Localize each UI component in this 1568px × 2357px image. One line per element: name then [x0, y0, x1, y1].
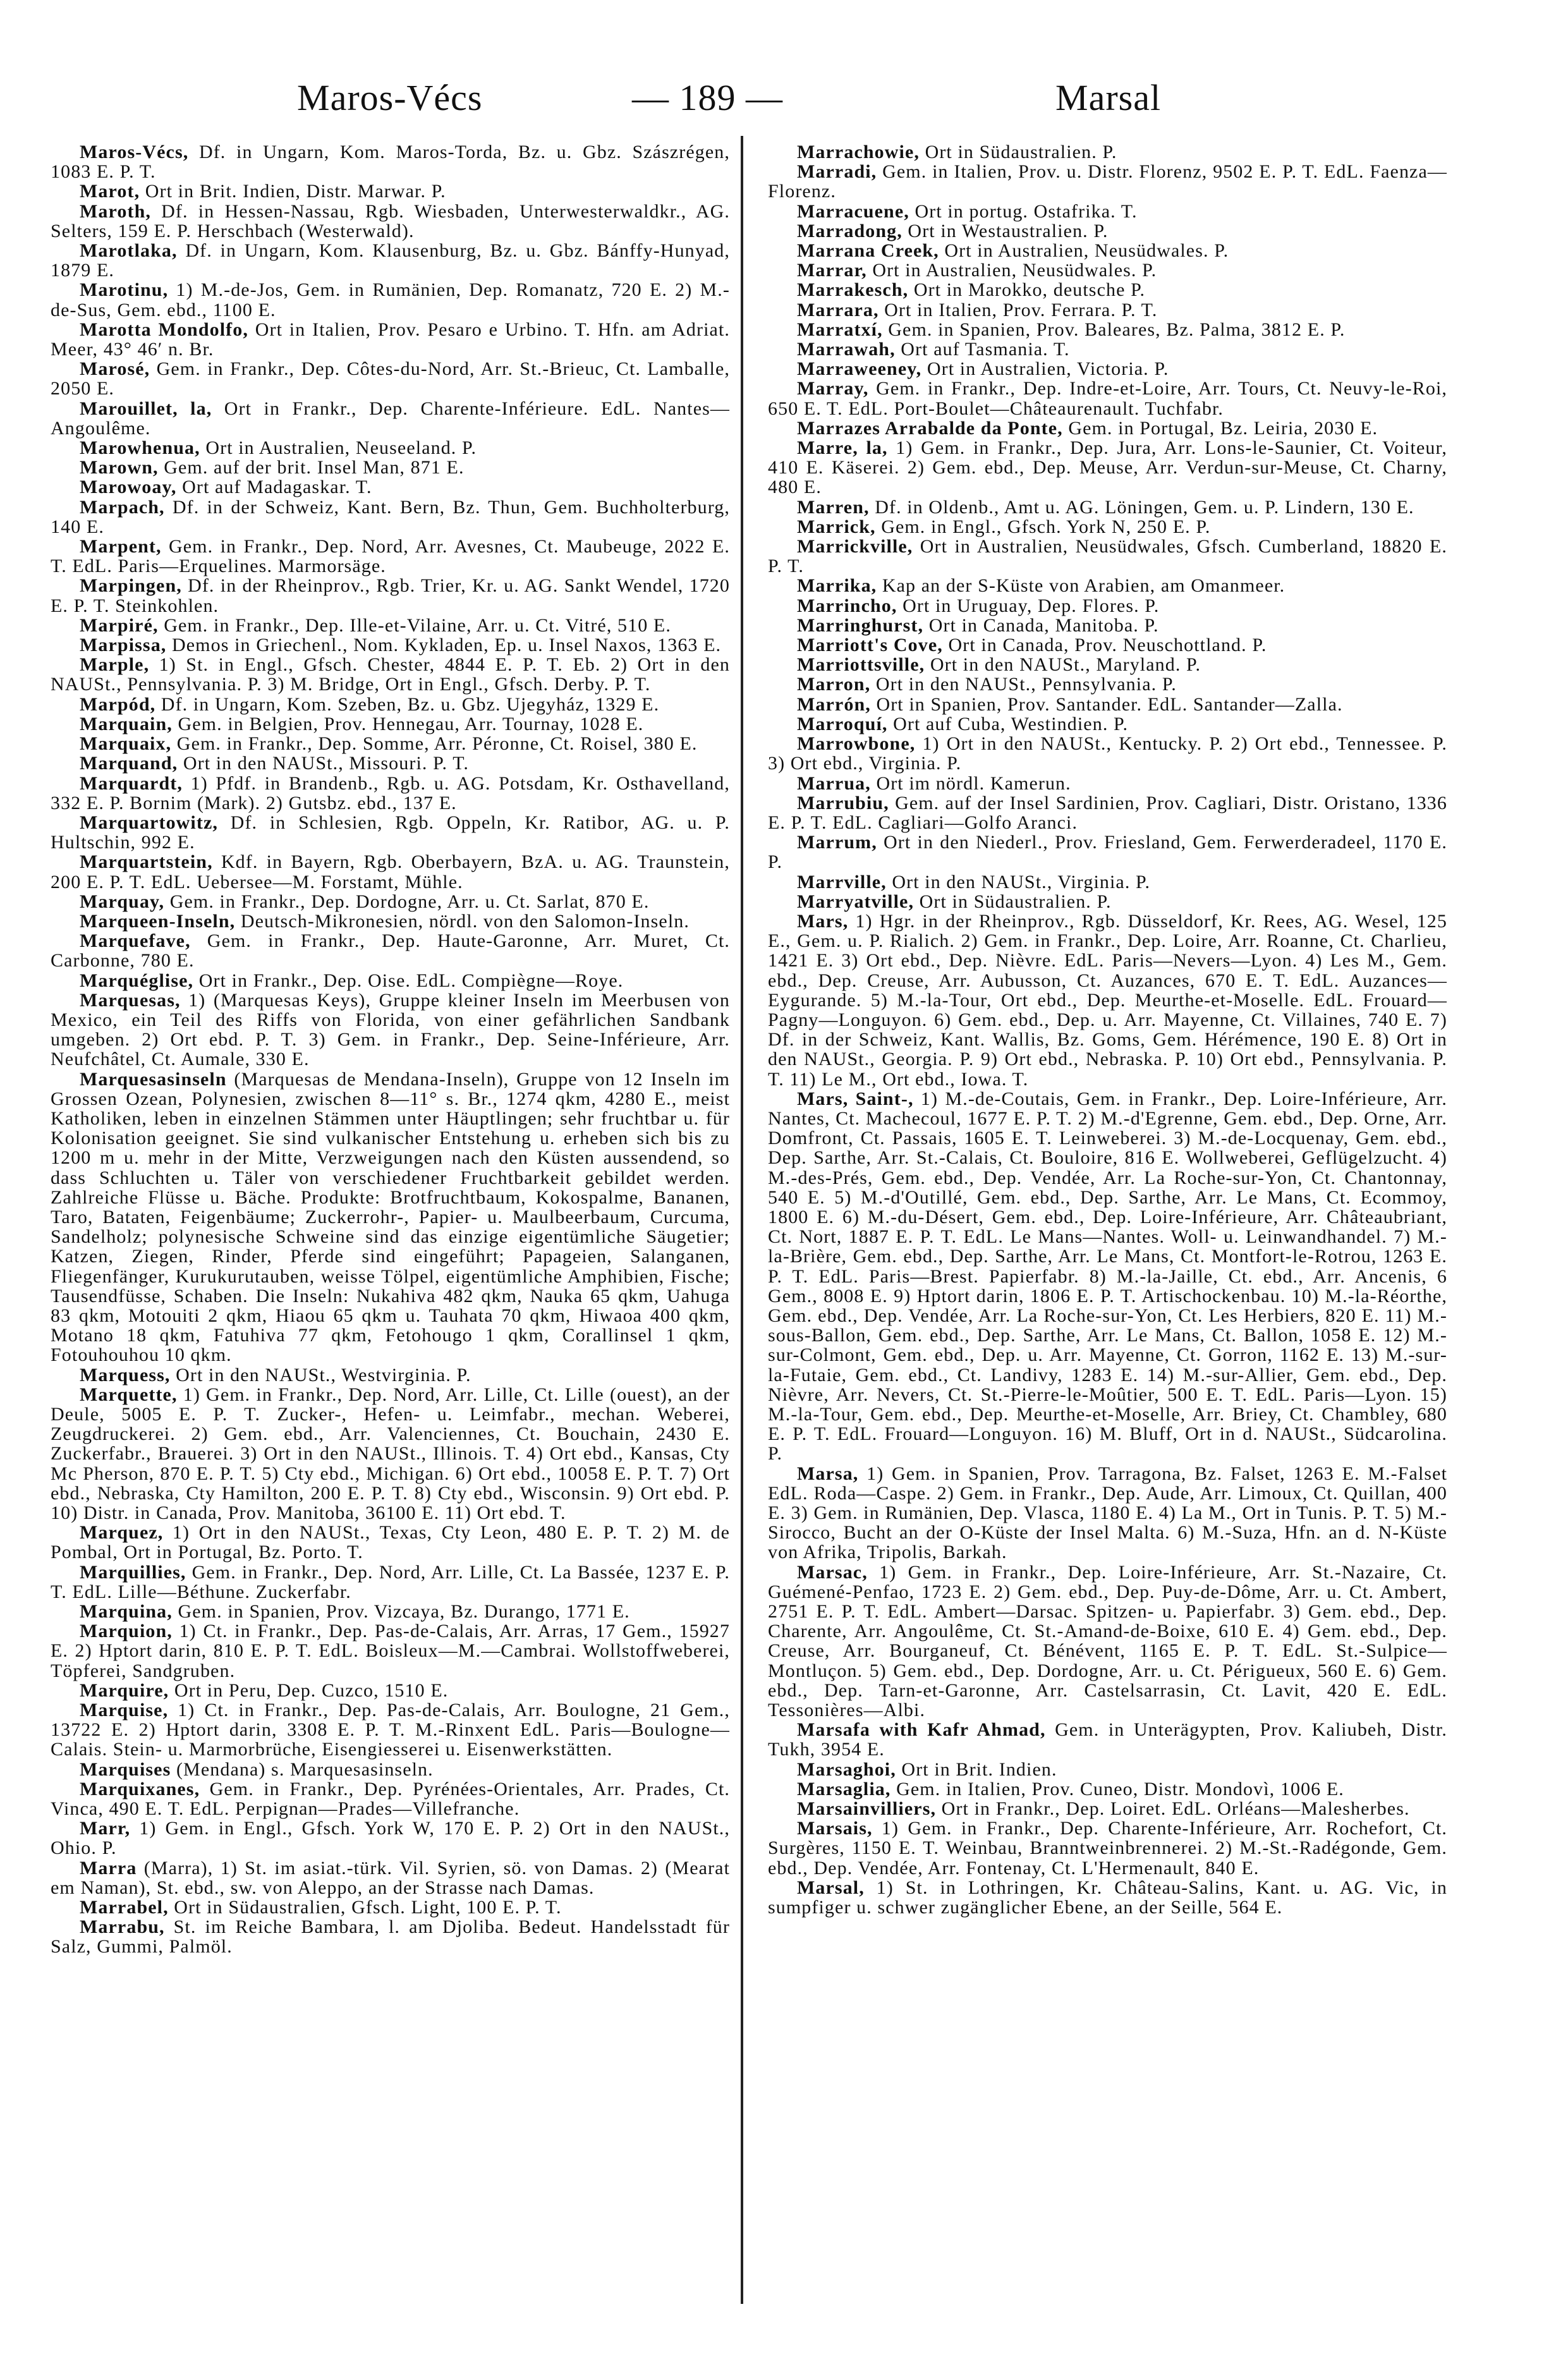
gazetteer-entry	[51, 320, 730, 359]
gazetteer-entry	[51, 241, 730, 280]
entry-text: Gem. in Frankr., Dep. Pyrénées-Orientales, Arr. Prades, Ct. Vinca, 490 E. T. EdL. Perpignan—Prades—Villefranche.	[51, 1778, 730, 1820]
gazetteer-entry	[51, 477, 730, 497]
gazetteer-entry	[768, 497, 1447, 517]
entry-text: Gem. in Unterägypten, Prov. Kaliubeh, Distr. Tukh, 3954 E.	[768, 1719, 1447, 1760]
entry-text: Ort in Brit. Indien.	[896, 1758, 1057, 1780]
entry-text: Ort in den NAUSt., Pennsylvania. P.	[870, 674, 1177, 695]
entry-text: Gem. auf der Insel Sardinien, Prov. Cagliari, Distr. Oristano, 1336 E. P. T. EdL. Cagliari—Golfo Aranci.	[768, 792, 1447, 833]
gazetteer-entry	[768, 1878, 1447, 1917]
column-divider	[741, 136, 743, 2304]
gazetteer-entry	[768, 616, 1447, 635]
entry-headword: Marquain,	[80, 713, 173, 734]
entry-headword: Marrubiu,	[797, 792, 889, 813]
entry-headword: Marquéglise,	[80, 970, 194, 991]
entry-text: 1) (Marquesas Keys), Gruppe kleiner Inseln im Meerbusen von Mexico, ein Teil des Riffs von Florida, von einer gefährlichen Sandbank umgeben. 2) Ort ebd. P. T. 3) Gem. in Frankr., Dep. Seine-Inférieure, Arr. Neufchâtel, Ct. Aumale, 330 E.	[51, 989, 730, 1070]
right-column	[768, 142, 1447, 1917]
entry-text: 1) Ort in den NAUSt., Texas, Cty Leon, 480 E. P. T. 2) M. de Pombal, Ort in Portugal, Bz. Porto. T.	[51, 1522, 730, 1563]
entry-text: Ort in Canada, Manitoba. P.	[923, 614, 1159, 636]
entry-text: Ort in Frankr., Dep. Oise. EdL. Compiègne—Roye.	[193, 970, 624, 991]
gazetteer-entry	[768, 339, 1447, 359]
entry-text: Df. in der Schweiz, Kant. Bern, Bz. Thun, Gem. Buchholterburg, 140 E.	[51, 496, 730, 537]
entry-text: 1) Ct. in Frankr., Dep. Pas-de-Calais, Arr. Boulogne, 21 Gem., 13722 E. 2) Hptort darin, 3308 E. P. T. M.-Rinxent EdL. Paris—Boulogne—Calais. Stein- u. Marmorbrüche, Eisengiesserei u. Eisenwerkstätten.	[51, 1700, 730, 1760]
gazetteer-entry	[51, 911, 730, 931]
gazetteer-entry	[51, 181, 730, 201]
gazetteer-entry	[51, 774, 730, 813]
entry-headword: Maroth,	[80, 200, 151, 222]
gazetteer-entry	[768, 379, 1447, 418]
entry-headword: Marrabel,	[80, 1897, 169, 1918]
gazetteer-entry	[51, 497, 730, 537]
gazetteer-entry	[768, 1779, 1447, 1799]
left-column	[51, 142, 730, 1957]
entry-text: 1) Gem. in Frankr., Dep. Jura, Arr. Lons-le-Saunier, Ct. Voiteur, 410 E. Käserei. 2) Gem. ebd., Dep. Meuse, Arr. Verdun-sur-Meuse, Ct. Charny, 480 E.	[768, 437, 1447, 498]
entry-headword: Marpent,	[80, 536, 162, 557]
entry-text: Ort in den NAUSt., Maryland. P.	[925, 654, 1201, 676]
entry-headword: Marracuene,	[797, 200, 909, 222]
gazetteer-entry	[51, 1917, 730, 1956]
gazetteer-entry	[51, 753, 730, 773]
gazetteer-entry	[768, 320, 1447, 339]
entry-headword: Marra	[80, 1857, 137, 1879]
entry-headword: Marsainvilliers,	[797, 1798, 937, 1820]
entry-headword: Marrowbone,	[797, 733, 916, 755]
entry-headword: Marquartowitz,	[80, 812, 218, 833]
gazetteer-entry	[768, 774, 1447, 793]
entry-text: Ort in Italien, Prov. Ferrara. P. T.	[878, 299, 1158, 320]
entry-text: Gem. in Frankr., Dep. Nord, Arr. Avesnes, Ct. Maubeuge, 2022 E. T. EdL. Paris—Erquelines. Marmorsäge.	[51, 536, 730, 577]
entry-headword: Marqueen-Inseln,	[80, 910, 236, 932]
entry-headword: Marowoay,	[80, 477, 177, 498]
gazetteer-entry	[51, 1523, 730, 1562]
entry-headword: Marrachowie,	[797, 142, 920, 162]
entry-headword: Marr,	[80, 1818, 131, 1839]
gazetteer-entry	[768, 162, 1447, 201]
gazetteer-entry	[768, 734, 1447, 773]
entry-headword: Marsafa with Kafr Ahmad,	[797, 1719, 1046, 1741]
gazetteer-entry	[51, 616, 730, 635]
entry-headword: Marquess,	[80, 1364, 171, 1386]
entry-text: Ort auf Cuba, Westindien. P.	[887, 713, 1129, 734]
entry-headword: Marrana Creek,	[797, 240, 939, 262]
entry-headword: Mars,	[797, 910, 849, 932]
gazetteer-entry	[768, 221, 1447, 241]
entry-text: Gem. in Engl., Gfsch. York N, 250 E. P.	[875, 516, 1211, 537]
entry-text: Gem. in Frankr., Dep. Indre-et-Loire, Arr. Tours, Ct. Neuvy-le-Roi, 650 E. T. EdL. Port-Boulet—Châteaurenault. Tuchfabr.	[768, 378, 1447, 419]
entry-text: Ort in den Niederl., Prov. Friesland, Gem. Ferwerderadeel, 1170 E. P.	[768, 832, 1447, 873]
gazetteer-entry	[51, 1069, 730, 1365]
entry-headword: Marrawah,	[797, 339, 896, 360]
entry-headword: Marquixanes,	[80, 1778, 200, 1800]
gazetteer-entry	[51, 1385, 730, 1523]
gazetteer-entry	[768, 1720, 1447, 1759]
gazetteer-entry	[51, 655, 730, 694]
gazetteer-entry	[51, 458, 730, 477]
entry-text: Ort in Italien, Prov. Pesaro e Urbino. T. Hfn. am Adriat. Meer, 43° 46′ n. Br.	[51, 319, 730, 360]
gazetteer-entry	[768, 892, 1447, 911]
gazetteer-entry	[51, 734, 730, 753]
entry-headword: Marquand,	[80, 753, 178, 774]
gazetteer-entry	[768, 576, 1447, 595]
entry-headword: Marrick,	[797, 516, 876, 537]
entry-text: Df. in Oldenb., Amt u. AG. Löningen, Gem. u. P. Lindern, 130 E.	[869, 496, 1414, 518]
entry-text: Ort in Australien, Neuseeland. P.	[200, 437, 477, 459]
entry-headword: Marrickville,	[797, 536, 913, 557]
gazetteer-entry	[51, 892, 730, 911]
entry-headword: Marroquí,	[797, 713, 888, 734]
gazetteer-entry	[768, 418, 1447, 438]
entry-headword: Marrakesch,	[797, 279, 909, 301]
entry-text: Gem. in Italien, Prov. u. Distr. Florenz, 9502 E. P. T. EdL. Faenza—Florenz.	[768, 161, 1447, 202]
gazetteer-entry	[768, 1760, 1447, 1779]
entry-headword: Marrika,	[797, 575, 877, 597]
entry-text: Gem. in Spanien, Prov. Vizcaya, Bz. Durango, 1771 E.	[172, 1601, 630, 1623]
entry-text: 1) Gem. in Engl., Gfsch. York W, 170 E. P. 2) Ort in den NAUSt., Ohio. P.	[51, 1818, 730, 1859]
gazetteer-entry	[51, 1858, 730, 1897]
gazetteer-entry	[768, 911, 1447, 1089]
entry-text: Ort in den NAUSt., Westvirginia. P.	[170, 1364, 471, 1386]
gazetteer-entry	[768, 1799, 1447, 1818]
gazetteer-entry	[768, 714, 1447, 734]
gazetteer-entry	[51, 1779, 730, 1818]
gazetteer-entry	[768, 793, 1447, 832]
entry-text: Gem. auf der brit. Insel Man, 871 E.	[158, 457, 465, 478]
entry-headword: Marpach,	[80, 496, 165, 518]
entry-text: Kdf. in Bayern, Rgb. Oberbayern, BzA. u. AG. Traunstein, 200 E. P. T. EdL. Uebersee—M. Forstamt, Mühle.	[51, 851, 730, 892]
entry-text: Demos in Griechenl., Nom. Kykladen, Ep. u. Insel Naxos, 1363 E.	[166, 635, 722, 656]
entry-headword: Marrum,	[797, 832, 877, 853]
entry-text: 1) Ct. in Frankr., Dep. Pas-de-Calais, Arr. Arras, 17 Gem., 15927 E. 2) Hptort darin, 810 E. P. T. EdL. Boisleux—M.—Cambrai. Wollstoffweberei, Töpferei, Sandgruben.	[51, 1621, 730, 1681]
entry-headword: Marquise,	[80, 1700, 169, 1721]
gazetteer-entry	[768, 655, 1447, 674]
entry-headword: Marryatville,	[797, 891, 915, 912]
gazetteer-entry	[768, 1818, 1447, 1878]
entry-text: 1) Gem. in Frankr., Dep. Charente-Inférieure, Arr. Rochefort, Ct. Surgères, 1150 E. T. Weinbau, Branntweinbrennerei. 2) M.-St.-Radégonde, Gem. ebd., Dep. Vendée, Arr. Fontenay, Ct. L'Hermenault, 840 E.	[768, 1818, 1447, 1879]
entry-text: (Marquesas de Mendana-Inseln), Gruppe von 12 Inseln im Grossen Ozean, Polynesien, zwischen 8—11° s. Br., 1274 qkm, 4280 E., meist Katholiken, leben in einzelnen Stämmen unter Häuptlingen; sehr fruchtbar u. für Kolonisation geeignet. Sie sind vulkanischer Entstehung u. erheben sich bis zu 1200 m u. mehr in der Mitte, Verzweigungen nach den Küsten aussendend, so dass Schluchten u. Täler von verschiedener Fruchtbarkeit gebildet werden. Zahlreiche Flüsse u. Bäche. Produkte: Brotfruchtbaum, Kokospalme, Bananen, Taro, Bataten, Feigenbäume; Zuckerrohr-, Papier- u. Maulbeerbaum, Curcuma, Sandelholz; polynesische Schweine sind das einzige eigentümliche Säugetier; Katzen, Ziegen, Rinder, Pferde sind eingeführt; Papageien, Salanganen, Fliegenfänger, Kurukurutauben, weisse Tölpel, eigentümliche Amphibien, Fische; Tausendfüsse, Schaben. Die Inseln: Nukahiva 482 qkm, Nauka 65 qkm, Uahuga 83 qkm, Motouiti 2 qkm, Hiaou 65 qkm u. Tauhata 70 qkm, Hiwaoa 400 qkm, Motano 18 qkm, Fatuhiva 77 qkm, Fetohougo 1 qkm, Corallinsel 1 qkm, Fotouhouhou 10 qkm.	[51, 1068, 730, 1366]
gazetteer-entry	[51, 971, 730, 990]
entry-headword: Marown,	[80, 457, 159, 478]
entry-headword: Marringhurst,	[797, 614, 924, 636]
entry-headword: Marrabu,	[80, 1916, 165, 1938]
gazetteer-entry	[51, 714, 730, 734]
gazetteer-entry	[768, 202, 1447, 221]
entry-headword: Marquette,	[80, 1384, 178, 1405]
entry-headword: Marsaglia,	[797, 1778, 891, 1800]
entry-headword: Marquardt,	[80, 772, 183, 794]
entry-text: 1) Gem. in Frankr., Dep. Loire-Inférieure, Arr. St.-Nazaire, Ct. Guémené-Penfao, 1723 E. 2) Gem. ebd., Dep. Puy-de-Dôme, Arr. u. Ct. Ambert, 2751 E. P. T. EdL. Ambert—Darsac. Spitzen- u. Papierfabr. 3) Gem. ebd., Dep. Charente, Arr. Angoulême, Ct. St.-Amand-de-Boixe, 610 E. 4) Gem. ebd., Dep. Creuse, Arr. Bourganeuf, Ct. Bénévent, 1165 E. P. T. EdL. St.-Sulpice—Montluçon. 5) Gem. ebd., Dep. Dordogne, Arr. u. Ct. Périgueux, 560 E. 6) Gem. ebd., Dep. Tarn-et-Garonne, Arr. Castelsarrasin, Ct. Lavit, 420 E. EdL. Tessonières—Albi.	[768, 1561, 1447, 1721]
entry-headword: Marosé,	[80, 358, 150, 380]
entry-text: Ort in Südaustralien, Gfsch. Light, 100 E. P. T.	[168, 1897, 562, 1918]
entry-text: Ort in Australien, Neusüdwales. P.	[939, 240, 1229, 262]
entry-text: Ort in Australien, Neusüdwales, Gfsch. Cumberland, 18820 E. P. T.	[768, 536, 1447, 577]
entry-text: Ort in Peru, Dep. Cuzco, 1510 E.	[169, 1679, 449, 1701]
gazetteer-entry	[51, 1681, 730, 1700]
gazetteer-entry	[51, 202, 730, 241]
entry-text: St. im Reiche Bambara, l. am Djoliba. Bedeut. Handelsstadt für Salz, Gummi, Palmöl.	[51, 1916, 730, 1958]
gazetteer-entry	[51, 1365, 730, 1385]
gazetteer-entry	[51, 1621, 730, 1681]
gazetteer-entry	[51, 1562, 730, 1602]
entry-text: Ort in Spanien, Prov. Santander. EdL. Santander—Zalla.	[870, 693, 1343, 715]
entry-text: Ort in Marokko, deutsche P.	[908, 279, 1146, 301]
entry-headword: Marquillies,	[80, 1561, 186, 1583]
entry-headword: Marron,	[797, 674, 871, 695]
gazetteer-entry	[768, 635, 1447, 655]
entry-headword: Marotta Mondolfo,	[80, 319, 248, 340]
gazetteer-entry	[51, 1760, 730, 1779]
gazetteer-entry	[51, 537, 730, 576]
gazetteer-entry	[768, 872, 1447, 892]
entry-text: Ort in Frankr., Dep. Loiret. EdL. Orléans—Malesherbes.	[936, 1798, 1410, 1820]
entry-text: Deutsch-Mikronesien, nördl. von den Salomon-Inseln.	[235, 910, 690, 932]
entry-text: Gem. in Frankr., Dep. Haute-Garonne, Arr. Muret, Ct. Carbonne, 780 E.	[51, 930, 730, 971]
entry-headword: Marot,	[80, 181, 140, 202]
entry-text: Ort in Westaustralien. P.	[902, 220, 1109, 241]
entry-headword: Marotlaka,	[80, 240, 178, 262]
entry-text: Df. in Schlesien, Rgb. Oppeln, Kr. Ratibor, AG. u. P. Hultschin, 992 E.	[51, 812, 730, 853]
entry-headword: Marriott's Cove,	[797, 635, 943, 656]
entry-headword: Marowhenua,	[80, 437, 200, 459]
entry-headword: Marsaghoi,	[797, 1758, 896, 1780]
entry-text: 1) Ort in den NAUSt., Kentucky. P. 2) Ort ebd., Tennessee. P. 3) Ort ebd., Virginia. P.	[768, 733, 1447, 774]
gazetteer-entry	[768, 260, 1447, 280]
entry-text: Df. in Hessen-Nassau, Rgb. Wiesbaden, Unterwesterwaldkr., AG. Selters, 159 E. P. Herschbach (Westerwald).	[51, 200, 730, 241]
gazetteer-entry	[768, 359, 1447, 379]
entry-text: Gem. in Portugal, Bz. Leiria, 2030 E.	[1062, 417, 1378, 439]
entry-text: Gem. in Frankr., Dep. Côtes-du-Nord, Arr. St.-Brieuc, Ct. Lamballe, 2050 E.	[51, 358, 730, 399]
entry-text: (Mendana) s. Marquesasinseln.	[171, 1758, 434, 1780]
gazetteer-entry	[51, 635, 730, 655]
entry-headword: Marquesas,	[80, 989, 181, 1011]
entry-headword: Marrville,	[797, 871, 887, 892]
gazetteer-entry	[768, 596, 1447, 616]
entry-text: Gem. in Frankr., Dep. Ille-et-Vilaine, Arr. u. Ct. Vitré, 510 E.	[158, 614, 671, 636]
entry-text: Ort in Australien, Neusüdwales. P.	[866, 260, 1157, 281]
entry-headword: Marquesasinseln	[80, 1068, 227, 1090]
entry-headword: Marradong,	[797, 220, 903, 241]
gazetteer-entry	[768, 438, 1447, 497]
entry-text: 1) St. in Lothringen, Kr. Château-Salins, Kant. u. AG. Vic, in sumpfiger u. schwer zugänglicher Ebene, an der Seille, 564 E.	[768, 1877, 1447, 1918]
entry-headword: Marriottsville,	[797, 654, 925, 676]
entry-text: 1) M.-de-Coutais, Gem. in Frankr., Dep. Loire-Inférieure, Arr. Nantes, Ct. Machecoul, 1677 E. P. T. 2) M.-d'Egrenne, Gem. ebd., Dep. Orne, Arr. Domfront, Ct. Passais, 1605 E. T. Leinweberei. 3) M.-de-Locquenay, Gem. ebd., Dep. Sarthe, Arr. St.-Calais, Ct. Bouloire, 816 E. Wollweberei, Geflügelzucht. 4) M.-des-Prés, Gem. ebd., Dep. Vendée, Arr. La Roche-sur-Yon, Ct. Chantonnay, 540 E. 5) M.-d'Outillé, Gem. ebd., Dep. Sarthe, Arr. Le Mans, Ct. Ecommoy, 1800 E. 6) M.-du-Désert, Gem. ebd., Dep. Loire-Inférieure, Arr. Châteaubriant, Ct. Nort, 1887 E. P. T. EdL. Le Mans—Nantes. Woll- u. Leinwandhandel. 7) M.-la-Brière, Gem. ebd., Dep. Sarthe, Arr. Le Mans, Ct. Montfort-le-Rotrou, 1263 E. P. T. EdL. Paris—Brest. Papierfabr. 8) M.-la-Jaille, Ct. ebd., Arr. Ancenis, 6 Gem., 8008 E. 9) Hptort darin, 1806 E. P. T. Artischockenbau. 10) M.-la-Réorthe, Gem. ebd., Dep. Vendée, Arr. La Roche-sur-Yon, Ct. Les Herbiers, 820 E. 11) M.-sous-Ballon, Gem. ebd., Dep. Sarthe, Arr. Le Mans, Ct. Ballon, 1058 E. 12) M.-sur-Colmont, Gem. ebd., Dep. u. Arr. Mayenne, Ct. Gorron, 1162 E. 13) M.-sur-la-Futaie, Gem. ebd., Ct. Landivy, 1283 E. 14) M.-sur-Allier, Gem. ebd., Dep. Nièvre, Arr. Nevers, Ct. St.-Pierre-le-Moûtier, 500 E. T. EdL. Paris—Lyon. 15) M.-la-Tour, Gem. ebd., Dep. Meurthe-et-Moselle, Arr. Briey, Ct. Chambley, 680 E. P. T. EdL. Frouard—Longuyon. 16) M. Bluff, Ort in d. NAUSt., Südcarolina. P.	[768, 1088, 1447, 1465]
gazetteer-entry	[51, 1897, 730, 1917]
entry-headword: Marre, la,	[797, 437, 888, 459]
entry-headword: Mars, Saint-,	[797, 1088, 914, 1109]
entry-text: Ort in den NAUSt., Virginia. P.	[886, 871, 1151, 892]
entry-headword: Marrar,	[797, 260, 867, 281]
entry-text: Df. in Ungarn, Kom. Klausenburg, Bz. u. Gbz. Bánffy-Hunyad, 1879 E.	[51, 240, 730, 281]
entry-text: Ort in Frankr., Dep. Charente-Inférieure. EdL. Nantes—Angoulême.	[51, 398, 730, 439]
entry-text: 1) Gem. in Frankr., Dep. Nord, Arr. Lille, Ct. Lille (ouest), an der Deule, 5005 E. P. T. Zucker-, Hefen- u. Leimfabr., mechan. Weberei, Zeugdruckerei. 2) Gem. ebd., Arr. Valenciennes, Ct. Bouchain, 2430 E. Zuckerfabr., Brauerei. 3) Ort in den NAUSt., Illinois. T. 4) Ort ebd., Kansas, Cty Mc Pherson, 870 E. P. T. 5) Cty ebd., Michigan. 6) Ort ebd., 10058 E. P. T. 7) Ort ebd., Nebraska, Cty Hamilton, 200 E. P. T. 8) Cty ebd., Wisconsin. 9) Ort ebd. P. 10) Distr. in Canada, Prov. Manitoba, 36100 E. 11) Ort ebd. T.	[51, 1384, 730, 1524]
gazetteer-entry	[51, 1602, 730, 1621]
entry-headword: Marrua,	[797, 772, 871, 794]
entry-headword: Marquaix,	[80, 733, 172, 755]
gazetteer-entry	[768, 142, 1447, 162]
gazetteer-entry	[768, 537, 1447, 576]
entry-headword: Marren,	[797, 496, 870, 518]
entry-text: Gem. in Frankr., Dep. Dordogne, Arr. u. Ct. Sarlat, 870 E.	[164, 891, 650, 912]
entry-headword: Marquay,	[80, 891, 165, 912]
entry-headword: Marquises	[80, 1758, 171, 1780]
entry-text: Ort in Canada, Prov. Neuschottland. P.	[942, 635, 1267, 656]
entry-text: Kap an der S-Küste von Arabien, am Omanmeer.	[877, 575, 1285, 597]
entry-headword: Marray,	[797, 378, 869, 399]
entry-text: Gem. in Frankr., Dep. Nord, Arr. Lille, Ct. La Bassée, 1237 E. P. T. EdL. Lille—Béthune. Zuckerfabr.	[51, 1561, 730, 1602]
entry-text: Ort in Brit. Indien, Distr. Marwar. P.	[140, 181, 446, 202]
entry-headword: Marquion,	[80, 1621, 173, 1642]
entry-text: Df. in der Rheinprov., Rgb. Trier, Kr. u. AG. Sankt Wendel, 1720 E. P. T. Steinkohlen.	[51, 575, 730, 616]
entry-text: (Marra), 1) St. im asiat.-türk. Vil. Syrien, sö. von Damas. 2) (Mearat em Naman), St. ebd., sw. von Aleppo, an der Strasse nach Damas.	[51, 1857, 730, 1898]
entry-headword: Marquartstein,	[80, 851, 213, 873]
entry-text: Gem. in Spanien, Prov. Baleares, Bz. Palma, 3812 E. P.	[882, 319, 1346, 340]
entry-text: Ort in den NAUSt., Missouri. P. T.	[178, 753, 469, 774]
entry-headword: Marrón,	[797, 693, 871, 715]
entry-headword: Marrincho,	[797, 595, 897, 616]
entry-headword: Marradi,	[797, 161, 877, 183]
gazetteer-entry	[768, 674, 1447, 694]
entry-headword: Marsac,	[797, 1561, 868, 1583]
entry-headword: Marrara,	[797, 299, 879, 320]
entry-headword: Marpiré,	[80, 614, 159, 636]
entry-headword: Marpód,	[80, 693, 156, 715]
entry-text: Gem. in Frankr., Dep. Somme, Arr. Péronne, Ct. Roisel, 380 E.	[171, 733, 698, 755]
entry-text: 1) Hgr. in der Rheinprov., Rgb. Düsseldorf, Kr. Rees, AG. Wesel, 125 E., Gem. u. P. Rialich. 2) Gem. in Frankr., Dep. Loire, Arr. Roanne, Ct. Charlieu, 1421 E. 3) Ort ebd., Dep. Nièvre. EdL. Paris—Nevers—Lyon. 4) Les M., Gem. ebd., Dep. Creuse, Arr. Aubusson, Ct. Auzances, 670 E. T. EdL. Auzances—Eygurande. 5) M.-la-Tour, Ort ebd., Dep. Meurthe-et-Moselle. EdL. Frouard—Pagny—Longuyon. 6) Gem. ebd., Dep. u. Arr. Mayenne, Ct. Villaines, 740 E. 7) Df. in der Schweiz, Kant. Wallis, Bz. Goms, Gem. Hérémence, 190 E. 8) Ort in den NAUSt., Georgia. P. 9) Ort ebd., Nebraska. P. 10) Ort ebd., Pennsylvania. P. T. 11) Le M., Ort ebd., Iowa. T.	[768, 910, 1447, 1090]
gazetteer-entry	[51, 399, 730, 438]
entry-text: Ort im nördl. Kamerun.	[870, 772, 1071, 794]
entry-headword: Marpingen,	[80, 575, 182, 597]
entry-headword: Marouillet, la,	[80, 398, 212, 419]
entry-headword: Marotinu,	[80, 279, 169, 301]
gazetteer-entry	[768, 280, 1447, 300]
entry-text: Ort in Uruguay, Dep. Flores. P.	[897, 595, 1160, 616]
entry-headword: Maros-Vécs,	[80, 142, 189, 162]
gazetteer-entry	[51, 359, 730, 398]
entry-text: 1) St. in Engl., Gfsch. Chester, 4844 E. P. T. Eb. 2) Ort in den NAUSt., Pennsylvania. P. 3) M. Bridge, Ort in Engl., Gfsch. Derby. P. T.	[51, 654, 730, 695]
entry-text: Gem. in Italien, Prov. Cuneo, Distr. Mondovì, 1006 E.	[890, 1778, 1344, 1800]
entry-headword: Marsais,	[797, 1818, 873, 1839]
gazetteer-entry	[51, 1818, 730, 1858]
gazetteer-entry	[51, 695, 730, 714]
entry-headword: Marsa,	[797, 1463, 859, 1484]
entry-text: 1) Pfdf. in Brandenb., Rgb. u. AG. Potsdam, Kr. Osthavelland, 332 E. P. Bornim (Mark). 2) Gutsbz. ebd., 137 E.	[51, 772, 730, 813]
gazetteer-entry	[768, 1464, 1447, 1562]
gazetteer-entry	[768, 241, 1447, 260]
gazetteer-entry	[51, 990, 730, 1069]
gazetteer-entry	[51, 576, 730, 615]
entry-text: Df. in Ungarn, Kom. Szeben, Bz. u. Gbz. Ujegyház, 1329 E.	[155, 693, 660, 715]
entry-text: 1) M.-de-Jos, Gem. in Rumänien, Dep. Romanatz, 720 E. 2) M.-de-Sus, Gem. ebd., 1100 E.	[51, 279, 730, 320]
gazetteer-entry	[51, 852, 730, 891]
gazetteer-entry	[51, 813, 730, 852]
entry-text: Ort in portug. Ostafrika. T.	[909, 200, 1138, 222]
running-head-first-entry: Maros-Vécs	[297, 77, 483, 118]
entry-headword: Marple,	[80, 654, 150, 676]
gazetteer-entry	[768, 1089, 1447, 1464]
gazetteer-entry	[51, 142, 730, 181]
entry-headword: Marquina,	[80, 1601, 173, 1623]
gazetteer-entry	[768, 300, 1447, 320]
running-head-last-entry: Marsal	[1055, 77, 1162, 118]
gazetteer-entry	[768, 695, 1447, 714]
gazetteer-entry	[51, 438, 730, 458]
entry-text: Df. in Ungarn, Kom. Maros-Torda, Bz. u. Gbz. Szászrégen, 1083 E. P. T.	[51, 142, 730, 183]
gazetteer-entry	[51, 280, 730, 319]
entry-headword: Marrazes Arrabalde da Ponte,	[797, 417, 1063, 439]
entry-headword: Marquefave,	[80, 930, 191, 952]
page-number: — 189 —	[632, 77, 783, 118]
gazetteer-entry	[51, 931, 730, 970]
entry-headword: Marsal,	[797, 1877, 865, 1898]
gazetteer-entry	[768, 832, 1447, 872]
gazetteer-entry	[768, 517, 1447, 537]
entry-text: Ort in Südaustralien. P.	[914, 891, 1112, 912]
entry-headword: Marquire,	[80, 1679, 169, 1701]
gazetteer-entry	[51, 1700, 730, 1760]
entry-headword: Marquez,	[80, 1522, 164, 1544]
entry-headword: Marpissa,	[80, 635, 167, 656]
entry-text: Ort in Australien, Victoria. P.	[921, 358, 1169, 380]
entry-text: Ort auf Tasmania. T.	[895, 339, 1070, 360]
entry-text: 1) Gem. in Spanien, Prov. Tarragona, Bz. Falset, 1263 E. M.-Falset EdL. Roda—Caspe. 2) Gem. in Frankr., Dep. Aude, Arr. Limoux, Ct. Quillan, 400 E. 3) Gem. in Rumänien, Dep. Vlasca, 1180 E. 4) La M., Ort in Tunis. P. T. 5) M.-Sirocco, Bucht an der O-Küste der Insel Malta. 6) M.-Suza, Hfn. an d. N-Küste von Afrika, Tripolis, Barkah.	[768, 1463, 1447, 1563]
entry-text: Ort in Südaustralien. P.	[919, 142, 1117, 162]
entry-text: Gem. in Belgien, Prov. Hennegau, Arr. Tournay, 1028 E.	[172, 713, 644, 734]
gazetteer-entry	[768, 1562, 1447, 1721]
entry-text: Ort auf Madagaskar. T.	[176, 477, 372, 498]
entry-headword: Marraweeney,	[797, 358, 922, 380]
entry-headword: Marratxí,	[797, 319, 883, 340]
